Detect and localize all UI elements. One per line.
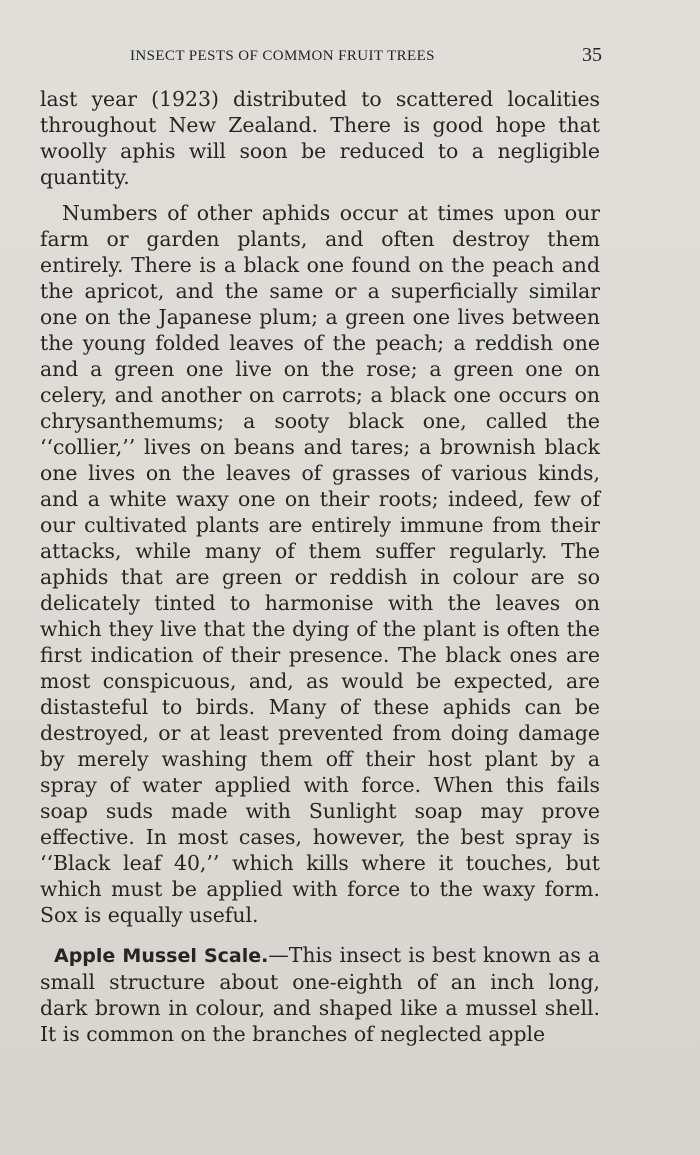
paragraph-other-aphids — [40, 200, 600, 928]
section-heading: Apple Mussel Scale. — [54, 945, 269, 967]
running-title: INSECT PESTS OF COMMON FRUIT TREES — [130, 48, 435, 64]
paragraph-text: —This insect is best known as a small structure about one-eighth of an inch long, dark brown in colour, and shaped like a mussel shell. It is common on the branches of neglected apple — [40, 943, 600, 1046]
paragraph-text: Numbers of other aphids occur at times upon our farm or garden plants, and often destroy them entirely. There is a black one found on the peach and the apricot, and the same or a superficially similar one on the Japanese plum; a green one lives between the young folded leaves of the peach; a reddish one and a green one live on the rose; a green one on celery, and another on carrots; a black one occurs on chrysanthemums; a sooty black one, called the ‘‘collier,’’ lives on beans and tares; a brownish black one lives on the leaves of grasses of various kinds, and a white waxy one on their roots; indeed, few of our cultivated plants are entirely immune from their attacks, while many of them suffer regularly. The aphids that are green or reddish in colour are so delicately tinted to harmonise with the leaves on which they live that the dying of the plant is often the first indication of their presence. The black ones are most conspicuous, and, as would be expected, are distasteful to birds. Many of these aphids can be destroyed, or at least prevented from doing damage by merely washing them off their host plant by a spray of water applied with force. When this fails soap suds made with Sunlight soap may prove effective. In most cases, however, the best spray is ‘‘Black leaf 40,’’ which kills where it touches, but which must be applied with force to the waxy form. Sox is equally useful. — [40, 201, 600, 927]
body-text — [40, 86, 600, 1047]
paragraph-apple-mussel-scale — [40, 942, 600, 1047]
paragraph-woolly-aphis-conclusion — [40, 86, 600, 190]
running-head — [40, 44, 602, 68]
paragraph-text: last year (1923) distributed to scattered localities throughout New Zealand. There is good hope that woolly aphis will soon be reduced to a negligible quantity. — [40, 87, 600, 189]
page-number: 35 — [582, 44, 602, 66]
